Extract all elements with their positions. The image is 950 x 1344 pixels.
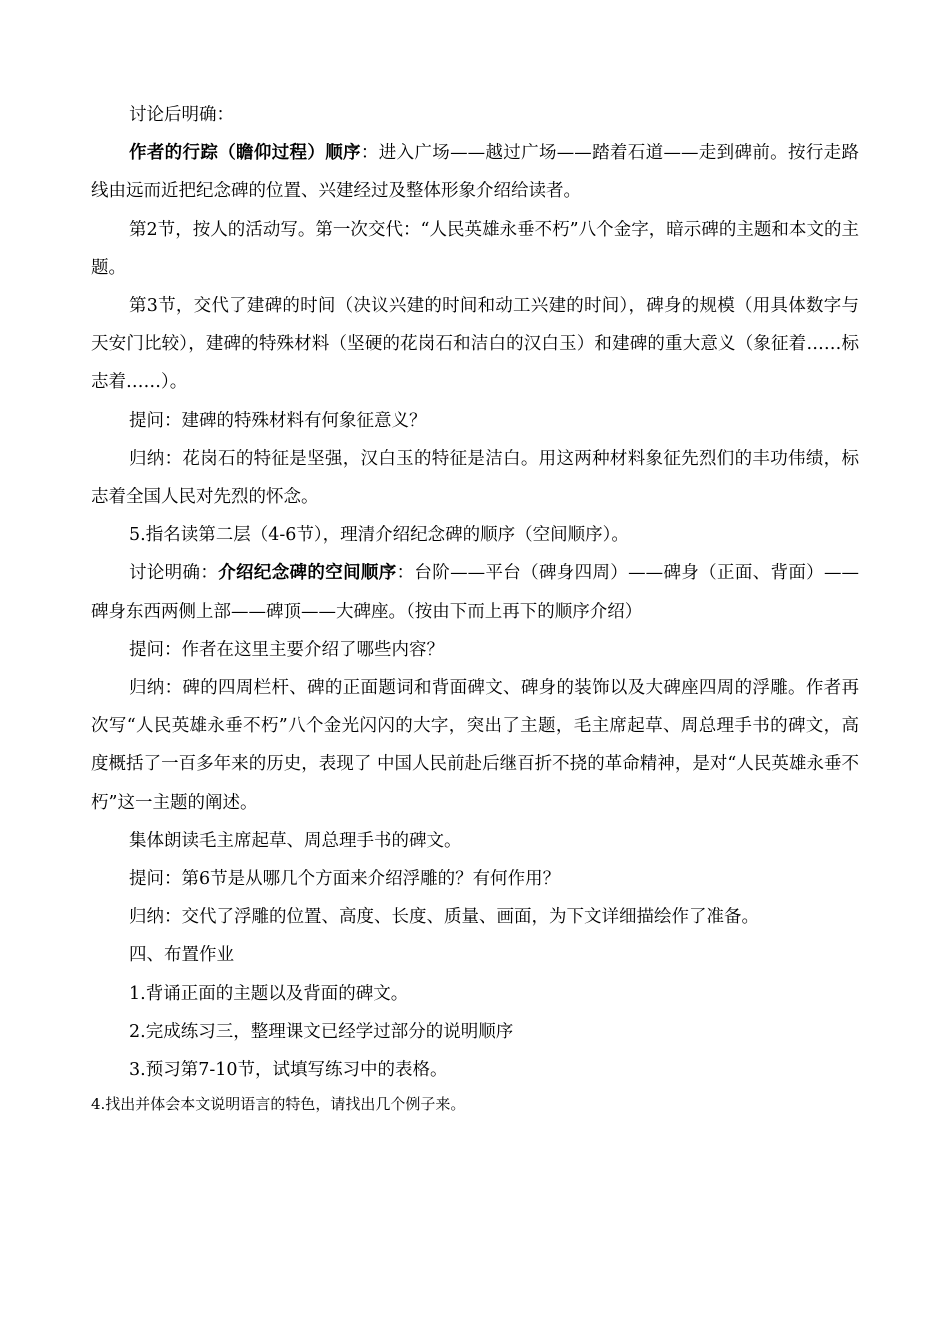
paragraph: [91, 134, 859, 210]
paragraph-text: 集体朗读毛主席起草、周总理手书的碑文。: [129, 830, 462, 851]
paragraph: [91, 96, 859, 134]
paragraph: [91, 898, 859, 936]
paragraph-text: 归纳：花岗石的特征是坚强，汉白玉的特征是洁白。用这两种材料象征先烈们的丰功伟绩，标志着全国人民对先烈的怀念。: [91, 448, 859, 508]
homework-item: [91, 1051, 859, 1089]
paragraph: [91, 554, 859, 630]
paragraph-text: 1.背诵正面的主题以及背面的碑文。: [129, 983, 409, 1004]
bold-term: 作者的行踪（瞻仰过程）顺序: [129, 143, 361, 164]
paragraph-text: 第2节，按人的活动写。第一次交代：“人民英雄永垂不朽”八个金字，暗示碑的主题和本文的主题。: [91, 219, 859, 278]
paragraph-text: 提问：第6节是从哪几个方面来介绍浮雕的？有何作用？: [129, 869, 561, 890]
homework-item: [91, 1013, 859, 1051]
paragraph: [91, 669, 859, 822]
homework-item: [91, 975, 859, 1013]
paragraph: [91, 440, 859, 516]
paragraph: [91, 822, 859, 860]
paragraph: [91, 860, 859, 898]
document-body: [91, 96, 859, 1117]
paragraph-text: 讨论后明确：: [129, 105, 234, 125]
paragraph: [91, 402, 859, 440]
section-heading: [91, 936, 859, 974]
paragraph-lead: 讨论明确：: [129, 563, 219, 584]
paragraph: [91, 287, 859, 402]
bold-term: 介绍纪念碑的空间顺序: [218, 563, 397, 584]
paragraph-text: ：进入广场——越过广场——踏着石道——走到碑前。按行走路线由远而近把纪念碑的位置、兴建经过及整体形象介绍给读者。: [91, 143, 860, 202]
paragraph-text: ：台阶——平台（碑身四周）——碑身（正面、背面）——碑身东西两侧上部——碑顶——大碑座。（按由下而上再下的顺序介绍）: [91, 563, 860, 622]
heading-text: 四、布置作业: [129, 945, 234, 966]
paragraph-text: 5.指名读第二层（4-6节），理清介绍纪念碑的顺序（空间顺序）。: [129, 525, 629, 546]
homework-item: [91, 1091, 859, 1117]
paragraph-text: 3.预习第7-10节，试填写练习中的表格。: [129, 1060, 448, 1081]
paragraph: [91, 211, 859, 287]
paragraph-text: 提问：建碑的特殊材料有何象征意义？: [129, 410, 427, 431]
paragraph-text: 第3节，交代了建碑的时间（决议兴建的时间和动工兴建的时间），碑身的规模（用具体数字与天安门比较），建碑的特殊材料（坚硬的花岗石和洁白的汉白玉）和建碑的重大意义（象征着……标志着……）。: [91, 296, 859, 393]
paragraph-text: 归纳：交代了浮雕的位置、高度、长度、质量、画面，为下文详细描绘作了准备。: [129, 907, 759, 928]
paragraph-text: 4.找出并体会本文说明语言的特色，请找出几个例子来。: [91, 1095, 466, 1114]
paragraph-text: 提问：作者在这里主要介绍了哪些内容？: [129, 639, 444, 660]
paragraph: [91, 516, 859, 554]
paragraph: [91, 631, 859, 669]
paragraph-text: 2.完成练习三，整理课文已经学过部分的说明顺序: [129, 1021, 514, 1042]
paragraph-text: 归纳：碑的四周栏杆、碑的正面题词和背面碑文、碑身的装饰以及大碑座四周的浮雕。作者再次写“人民英雄永垂不朽”八个金光闪闪的大字，突出了主题，毛主席起草、周总理手书的碑文，高度概括了一百多年来的历史，表现了 中国人民前赴后继百折不挠的革命精神，是对“人民英雄永垂不朽”这一主题的阐述。: [91, 678, 859, 813]
